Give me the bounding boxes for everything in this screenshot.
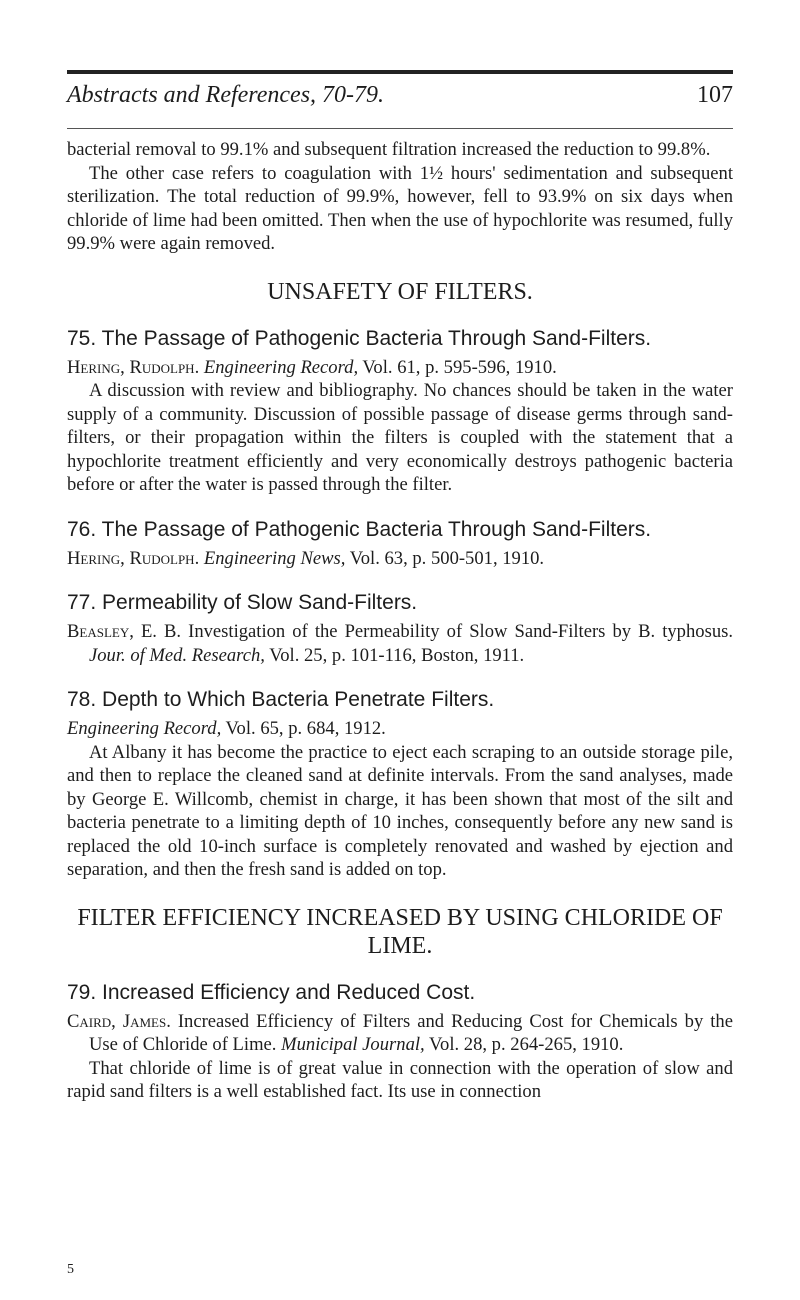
entry-77-journal: Jour. of Med. Research, bbox=[89, 644, 265, 666]
entry-79-body: That chloride of lime is of great value in connection with the operation of slow and rapid sand filters is a well established fact. Its use in connection bbox=[67, 1057, 733, 1102]
signature-mark: 5 bbox=[67, 1262, 74, 1277]
entry-78-details: Vol. 65, p. 684, 1912. bbox=[225, 718, 386, 739]
section-heading-filter-efficiency: FILTER EFFICIENCY INCREASED BY USING CHLORIDE OF LIME. bbox=[77, 904, 723, 959]
entry-78-title: 78. Depth to Which Bacteria Penetrate Filters. bbox=[67, 688, 495, 711]
entry-75-author: Hering, Rudolph. bbox=[67, 356, 200, 378]
page-number: 107 bbox=[697, 82, 733, 108]
top-rule bbox=[67, 70, 733, 74]
entry-79-journal: Municipal Journal, bbox=[281, 1034, 425, 1055]
entry-78-journal: Engineering Record, bbox=[67, 718, 222, 739]
entry-76-journal: Engineering News, bbox=[203, 547, 346, 569]
entry-77-author: Beasley, E. B. bbox=[67, 621, 182, 642]
running-head-title: Abstracts and References, 70-79. bbox=[67, 82, 385, 108]
entry-77-reference bbox=[67, 620, 733, 667]
entry-75-title: 75. The Passage of Pathogenic Bacteria Through Sand-Filters. bbox=[67, 326, 652, 350]
header-rule bbox=[67, 128, 733, 129]
entry-75-body: A discussion with review and bibliography. No chances should be taken in the water supply of a community. Discussion of possible passage of disease germs through sand-filters, or their propagation within the filters is coupled with the statement that a hypochlorite treatment efficiently and very economically destroys pathogenic bacteria before or after the water is passed through the filter. bbox=[67, 380, 733, 495]
intro-paragraph-2: The other case refers to coagulation with 1½ hours' sedimentation and subsequent sterilization. The total reduction of 99.9%, however, fell to 93.9% on six days when chloride of lime had been omitted. Then when the use of hypochlorite was resumed, fully 99.9% were again removed. bbox=[67, 162, 733, 254]
running-head bbox=[67, 82, 733, 116]
entry-79-reference bbox=[67, 1010, 733, 1057]
entry-75-details: Vol. 61, p. 595-596, 1910. bbox=[362, 356, 557, 378]
entry-76-details: Vol. 63, p. 500-501, 1910. bbox=[349, 547, 545, 569]
entry-76-reference bbox=[67, 547, 733, 571]
intro-paragraph-1: bacterial removal to 99.1% and subsequent filtration increased the reduction to 99.8%. bbox=[67, 139, 711, 160]
entry-79-author: Caird, James. bbox=[67, 1010, 171, 1032]
entry-78-reference bbox=[67, 717, 733, 741]
entry-79-title: 79. Increased Efficiency and Reduced Cost. bbox=[67, 980, 476, 1004]
body-text bbox=[67, 138, 733, 1104]
section-heading-unsafety: UNSAFETY OF FILTERS. bbox=[267, 278, 533, 305]
entry-75-journal: Engineering Record, bbox=[203, 356, 359, 378]
entry-77-ref-text: Investigation of the Permeability of Slow Sand-Filters by B. typhosus. bbox=[188, 621, 733, 642]
entry-79-details: Vol. 28, p. 264-265, 1910. bbox=[429, 1034, 624, 1055]
entry-75-reference bbox=[67, 356, 733, 380]
entry-79-ref-text: Increased Efficiency of Filters and Reducing Cost for Chemicals by the Use of Chloride of Lime. bbox=[89, 1010, 733, 1055]
entry-76-title: 76. The Passage of Pathogenic Bacteria Through Sand-Filters. bbox=[67, 517, 652, 541]
entry-78-body: At Albany it has become the practice to eject each scraping to an outside storage pile, and then to replace the cleaned sand at definite intervals. From the sand analyses, made by George E. Willcomb, chemist in charge, it has been shown that most of the silt and bacteria penetrate to a limiting depth of 10 inches, consequently before any new sand is replaced the old 10-inch surface is completely renovated and washed by ejection and separation, and then the fresh sand is added on top. bbox=[67, 741, 733, 880]
entry-77-title: 77. Permeability of Slow Sand-Filters. bbox=[67, 591, 418, 614]
entry-76-author: Hering, Rudolph. bbox=[67, 547, 200, 569]
entry-77-details: Vol. 25, p. 101-116, Boston, 1911. bbox=[269, 644, 525, 666]
